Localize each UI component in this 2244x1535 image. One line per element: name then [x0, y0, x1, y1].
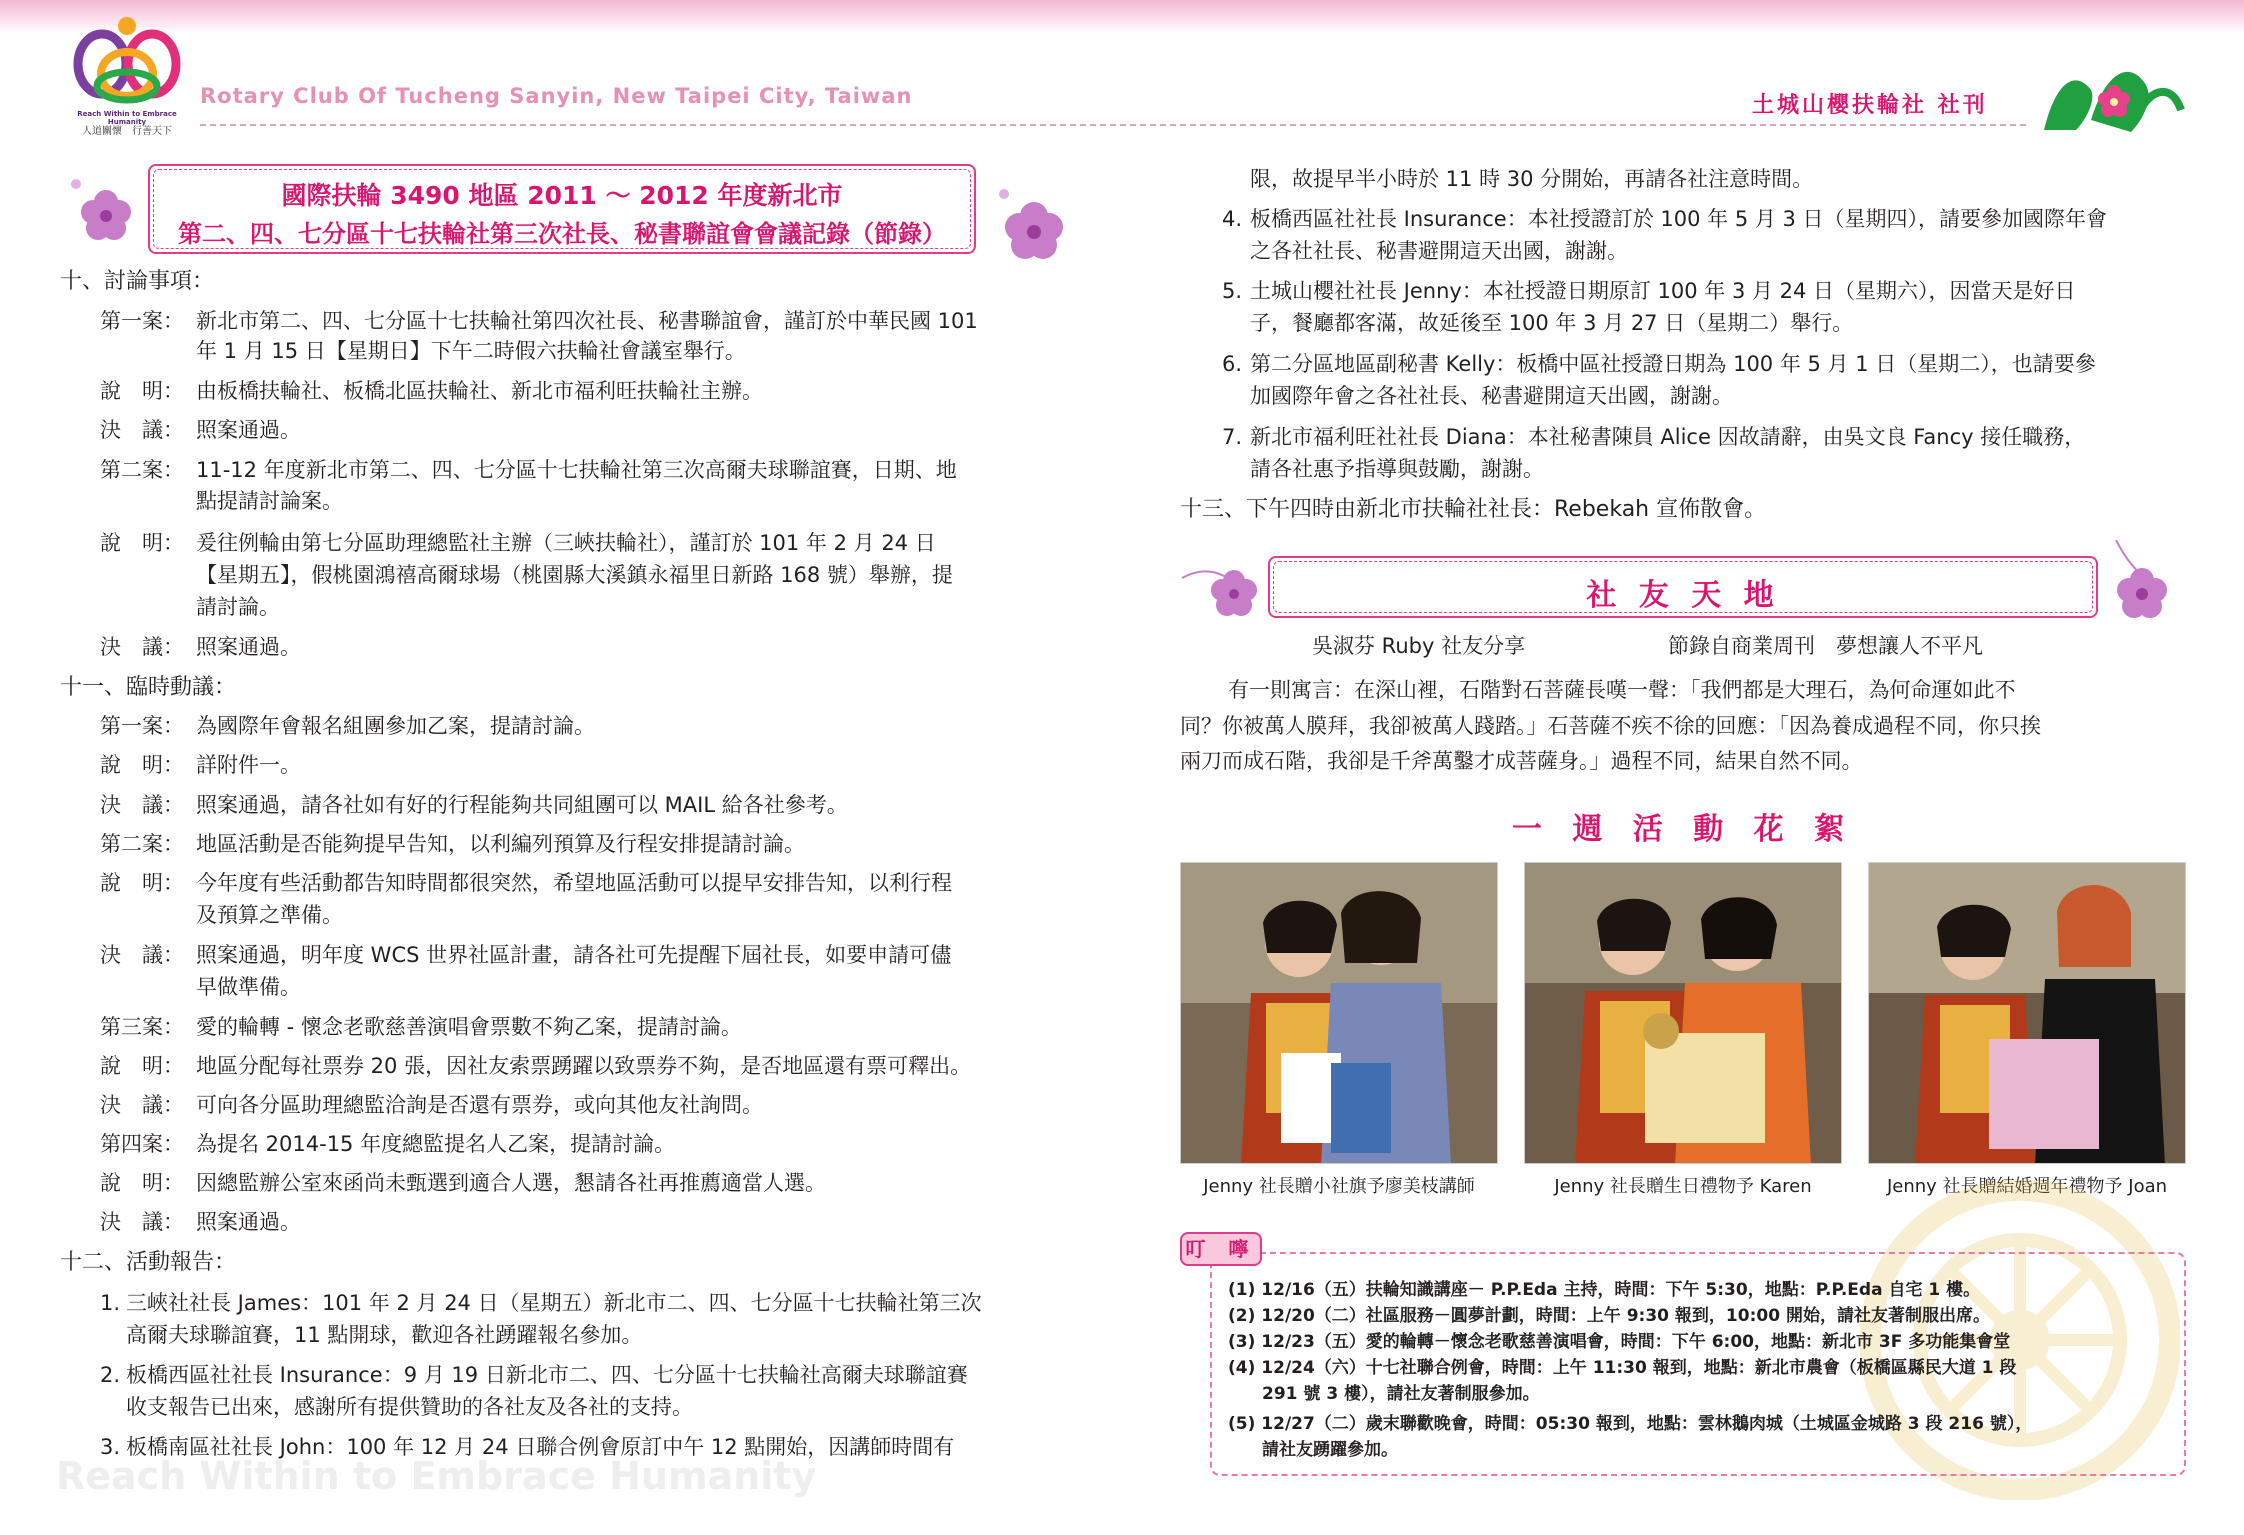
photo-2-caption: Jenny 社長贈生日禮物予 Karen: [1554, 1176, 1812, 1197]
fellowship-byline-author: 吳淑芬 Ruby 社友分享: [1312, 634, 1526, 658]
story-text: 兩刀而成石階，我卻是千斧萬鑿才成菩薩身。」過程不同，結果自然不同。: [1180, 749, 1863, 773]
item-label: 第四案：: [100, 1132, 184, 1156]
report-number: 2.: [100, 1363, 121, 1387]
reminder-item: (5) 12/27（二）歲末聯歡晚會，時間：05:30 報到，地點：雲林鵝肉城（土城區金城路 3 段 216 號），: [1228, 1414, 2033, 1434]
photo-2: [1524, 862, 1842, 1164]
item-label: 說 明：: [100, 1171, 184, 1195]
item-text: 年 1 月 15 日【星期日】下午二時假六扶輪社會議室舉行。: [196, 339, 746, 363]
report-text: 加國際年會之各社社長、秘書避開這天出國，謝謝。: [1250, 384, 1733, 408]
item-text: 為提名 2014-15 年度總監提名人乙案，提請討論。: [196, 1132, 676, 1156]
item-label: 決 議：: [100, 943, 184, 967]
item-text: 愛的輪轉 - 懷念老歌慈善演唱會票數不夠乙案，提請討論。: [196, 1015, 742, 1039]
item-label: 決 議：: [100, 793, 184, 817]
gallery-title: 一 週 活 動 花 絮: [1511, 812, 1855, 847]
report-text: 請各社惠予指導與鼓勵，謝謝。: [1250, 457, 1544, 481]
item-text: 為國際年會報名組團參加乙案，提請討論。: [196, 714, 595, 738]
reminder-item: 請社友踴躍參加。: [1262, 1440, 1398, 1460]
logo-tagline-en: Reach Within to Embrace Humanity: [77, 110, 177, 126]
reminder-item: (2) 12/20（二）社區服務－圓夢計劃，時間：上午 9:30 報到，10:00 開始，請社友著制服出席。: [1228, 1306, 1990, 1326]
footer-watermark: Reach Within to Embrace Humanity: [56, 1454, 817, 1498]
report-text: 土城山櫻社社長 Jenny：本社授證日期原訂 100 年 3 月 24 日（星期六），因當天是好日: [1250, 279, 2076, 303]
item-text: 點提請討論案。: [196, 489, 343, 513]
section-heading: 十、討論事項：: [60, 269, 215, 294]
report-number: 6.: [1222, 352, 1243, 376]
item-text: 早做準備。: [196, 975, 301, 999]
report-text: 板橋南區社社長 John：100 年 12 月 24 日聯合例會原訂中午 12 點開始，因講師時間有: [126, 1435, 955, 1459]
item-text: 11-12 年度新北市第二、四、七分區十七扶輪社第三次高爾夫球聯誼賽，日期、地: [196, 458, 957, 482]
item-text: 地區分配每社票券 20 張，因社友索票踴躍以致票券不夠，是否地區還有票可釋出。: [196, 1054, 972, 1078]
item-text: 由板橋扶輪社、板橋北區扶輪社、新北市福利旺扶輪社主辦。: [196, 379, 763, 403]
item-label: 決 議：: [100, 1210, 184, 1234]
report-number: 7.: [1222, 425, 1243, 449]
item-text: 地區活動是否能夠提早告知，以利編列預算及行程安排提請討論。: [196, 832, 805, 856]
reminder-item: (4) 12/24（六）十七社聯合例會，時間：上午 11:30 報到，地點：新北市農會（板橋區縣民大道 1 段: [1228, 1358, 2017, 1378]
flower-icon: [1180, 548, 1270, 628]
item-text: 照案通過。: [196, 635, 301, 659]
item-text: 照案通過，請各社如有好的行程能夠共同組團可以 MAIL 給各社參考。: [196, 793, 848, 817]
reminder-item: (3) 12/23（五）愛的輪轉－懷念老歌慈善演唱會，時間：下午 6:00，地點：新北市 3F 多功能集會堂: [1228, 1332, 2011, 1352]
item-label: 說 明：: [100, 871, 184, 895]
item-text: 爰往例輪由第七分區助理總監社主辦（三峽扶輪社），謹訂於 101 年 2 月 24 日: [196, 531, 936, 555]
report-text: 板橋西區社社長 Insurance：本社授證訂於 100 年 5 月 3 日（星期四），請要參加國際年會: [1250, 207, 2108, 231]
report-number: 5.: [1222, 279, 1243, 303]
report-number: 3.: [100, 1435, 121, 1459]
report-number: 1.: [100, 1291, 121, 1315]
photo-1-caption: Jenny 社長贈小社旗予廖美枝講師: [1203, 1176, 1475, 1197]
reminder-item: 291 號 3 樓），請社友著制服參加。: [1262, 1384, 1540, 1404]
item-text: 新北市第二、四、七分區十七扶輪社第四次社長、秘書聯誼會，謹訂於中華民國 101: [196, 309, 978, 333]
report-text: 新北市福利旺社社長 Diana：本社秘書陳員 Alice 因故請辭，由吳文良 Fancy 接任職務，: [1250, 425, 2086, 449]
minutes-title-line2: 第二、四、七分區十七扶輪社第三次社長、秘書聯誼會會議記錄（節錄）: [178, 220, 946, 248]
item-text: 照案通過。: [196, 1210, 301, 1234]
flower-icon: [2096, 540, 2186, 630]
closing-statement: 十三、下午四時由新北市扶輪社社長：Rebekah 宣佈散會。: [1180, 497, 1767, 522]
item-label: 說 明：: [100, 753, 184, 777]
section-heading: 十一、臨時動議：: [60, 675, 237, 700]
item-text: 及預算之準備。: [196, 903, 343, 927]
report-text: 高爾夫球聯誼賽，11 點開球，歡迎各社踴躍報名參加。: [126, 1323, 643, 1347]
item-text: 照案通過。: [196, 418, 301, 442]
masthead-title: 土城山櫻扶輪社 社刊: [1752, 92, 1988, 118]
item-label: 第三案：: [100, 1015, 184, 1039]
item-label: 說 明：: [100, 1054, 184, 1078]
item-label: 第一案：: [100, 309, 184, 333]
report-text: 子，餐廳都客滿，故延後至 100 年 3 月 27 日（星期二）舉行。: [1250, 311, 1854, 335]
photo-3: [1868, 862, 2186, 1164]
item-text: 詳附件一。: [196, 753, 301, 777]
logo-tagline-zh: 人道關懷 行善天下: [82, 126, 172, 137]
minutes-right-column: [1120, 0, 2244, 520]
photo-3-caption: Jenny 社長贈結婚週年禮物予 Joan: [1886, 1176, 2168, 1197]
item-label: 說 明：: [100, 379, 184, 403]
story-text: 同？你被萬人膜拜，我卻被萬人踐踏。」石菩薩不疾不徐的回應：「因為養成過程不同，你只挨: [1180, 714, 2041, 738]
report-number: 4.: [1222, 207, 1243, 231]
item-label: 決 議：: [100, 418, 184, 442]
item-label: 第一案：: [100, 714, 184, 738]
report-text: 限，故提早半小時於 11 時 30 分開始，再請各社注意時間。: [1250, 167, 1814, 191]
item-text: 因總監辦公室來函尚未甄選到適合人選，懇請各社再推薦適當人選。: [196, 1171, 826, 1195]
reminder-item: (1) 12/16（五）扶輪知識講座－ P.P.Eda 主持，時間：下午 5:30，地點：P.P.Eda 自宅 1 樓。: [1228, 1280, 1981, 1300]
item-text: 今年度有些活動都告知時間都很突然，希望地區活動可以提早安排告知，以利行程: [196, 871, 952, 895]
item-label: 第二案：: [100, 832, 184, 856]
item-label: 決 議：: [100, 635, 184, 659]
item-text: 【星期五】，假桃園鴻禧高爾球場（桃園縣大溪鎮永福里日新路 168 號）舉辦，提: [196, 563, 953, 587]
item-label: 說 明：: [100, 531, 184, 555]
report-text: 三峽社社長 James：101 年 2 月 24 日（星期五）新北市二、四、七分區十七扶輪社第三次: [126, 1291, 982, 1315]
report-text: 第二分區地區副秘書 Kelly：板橋中區社授證日期為 100 年 5 月 1 日（星期二），也請要參: [1250, 352, 2096, 376]
photo-1: [1180, 862, 1498, 1164]
item-text: 可向各分區助理總監洽詢是否還有票券，或向其他友社詢問。: [196, 1093, 763, 1117]
fellowship-title-box: [1268, 556, 2098, 618]
club-name: Rotary Club Of Tucheng Sanyin, New Taipei City, Taiwan: [200, 84, 913, 108]
item-label: 第二案：: [100, 458, 184, 482]
item-label: 決 議：: [100, 1093, 184, 1117]
report-text: 板橋西區社社長 Insurance：9 月 19 日新北市二、四、七分區十七扶輪社高爾夫球聯誼賽: [126, 1363, 968, 1387]
reminder-tab: 叮 嚀: [1180, 1232, 1262, 1266]
report-text: 收支報告已出來，感謝所有提供贊助的各社友及各社的支持。: [126, 1395, 693, 1419]
minutes-title-line1: 國際扶輪 3490 地區 2011 ～ 2012 年度新北市: [281, 181, 843, 210]
report-text: 之各社社長、秘書避開這天出國，謝謝。: [1250, 239, 1628, 263]
fellowship-title: 社 友 天 地: [1586, 578, 1780, 613]
item-text: 照案通過，明年度 WCS 世界社區計畫，請各社可先提醒下屆社長，如要申請可儘: [196, 943, 952, 967]
section-heading: 十二、活動報告：: [60, 1250, 237, 1275]
minutes-left-column: [0, 0, 1120, 1535]
story-text: 有一則寓言：在深山裡，石階對石菩薩長嘆一聲：「我們都是大理石，為何命運如此不: [1228, 678, 2016, 702]
fellowship-byline-source: 節錄自商業周刊 夢想讓人不平凡: [1668, 634, 1983, 658]
item-text: 請討論。: [196, 595, 280, 619]
